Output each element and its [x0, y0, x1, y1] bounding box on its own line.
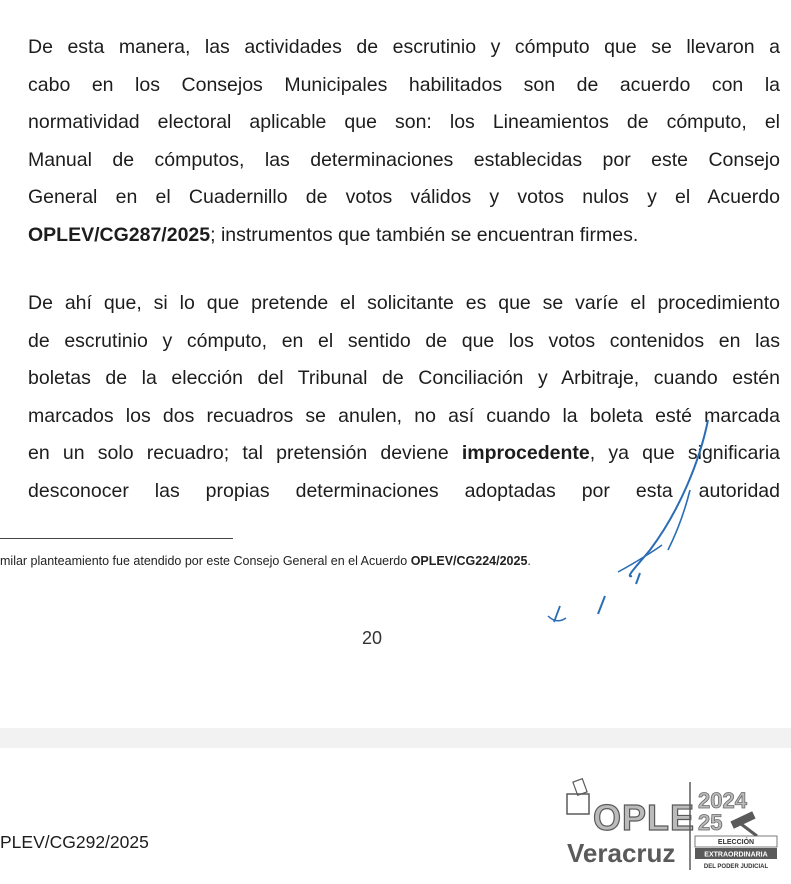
footnote-text: milar planteamiento fue atendido por este Consejo General en el Acuerdo — [0, 554, 411, 568]
footnote-end: . — [527, 554, 531, 568]
paragraph-line-text: , ya que significaria — [589, 442, 781, 465]
paragraph-line — [28, 435, 780, 473]
paragraph-line: De ahí que, si lo que pretende el solicitante es que se varíe el procedimiento — [28, 292, 780, 314]
footnote-divider — [0, 538, 233, 539]
page-break-band — [0, 728, 791, 748]
agreement-reference: OPLEV/CG287/2025 — [28, 223, 211, 246]
paragraph-1 — [28, 29, 780, 255]
paragraph-line — [28, 217, 780, 255]
paragraph-line: de escrutinio y cómputo, en el sentido de que los votos contenidos en las — [28, 329, 780, 352]
paragraph-line-text: ; instrumentos que también se encuentran firmes. — [210, 223, 639, 246]
paragraph-line: boletas de la elección del Tribunal de Conciliación y Arbitraje, cuando estén — [28, 367, 780, 390]
gavel-icon — [730, 811, 757, 836]
footnote-reference: OPLEV/CG224/2025 — [410, 554, 528, 568]
ople-veracruz-logo — [565, 778, 780, 874]
paragraph-line: desconocer las propias determinaciones adoptadas por esta autoridad — [28, 479, 780, 502]
logo-year-bottom: 25 — [698, 810, 723, 835]
paragraph-line: Manual de cómputos, las determinaciones establecidas por este Consejo — [28, 148, 780, 171]
footnote — [0, 554, 531, 568]
paragraph-line: marcados los dos recuadros se anulen, no así cuando la boleta esté marcada — [28, 404, 780, 427]
emphasis-improcedente: improcedente — [461, 442, 590, 465]
paragraph-line: General en el Cuadernillo de votos válidos y votos nulos y el Acuerdo — [28, 186, 780, 209]
page-number: 20 — [362, 628, 383, 648]
logo-badge-line-1: ELECCIÓN — [717, 839, 755, 846]
logo-badge-line-2: EXTRAORDINARIA — [704, 851, 768, 859]
logo-veracruz-text: Veracruz — [567, 838, 676, 868]
paragraph-line-text: en un solo recuadro; tal pretensión deviene — [28, 442, 462, 465]
ballot-box-icon — [567, 779, 589, 814]
paragraph-2 — [28, 285, 780, 511]
logo-badge-line-3: DEL PODER JUDICIAL — [703, 864, 769, 870]
paragraph-line: De esta manera, las actividades de escrutinio y cómputo que se llevaron a — [28, 36, 780, 58]
paragraph-line: cabo en los Consejos Municipales habilitados son de acuerdo con la — [28, 73, 780, 96]
footer-document-id: PLEV/CG292/2025 — [0, 832, 149, 852]
paragraph-line: normatividad electoral aplicable que son: los Lineamientos de cómputo, el — [28, 111, 780, 134]
logo-year-top: 2024 — [698, 788, 747, 813]
logo-ople-text: OPLE — [593, 797, 696, 838]
